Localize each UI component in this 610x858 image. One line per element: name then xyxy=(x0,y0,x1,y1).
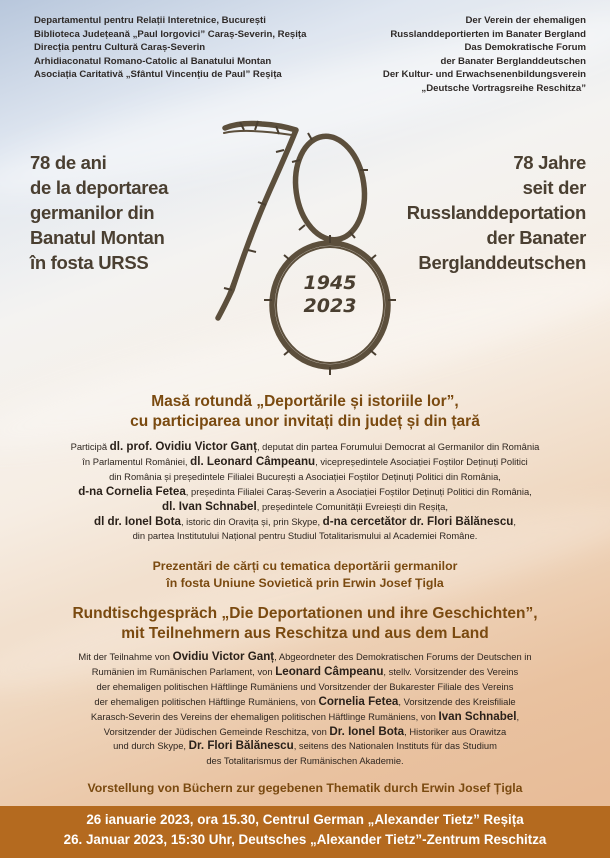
ro-books-line-2: în fosta Uniune Sovietică prin Erwin Josef Țigla xyxy=(166,575,444,590)
organizer-line: Departamentul pentru Relații Interetnice, București xyxy=(34,15,266,26)
headline-line: seit der xyxy=(522,177,586,198)
participant-line: Vorsitzender der Jüdischen Gemeinde Reschitza, von Dr. Ionel Bota, Historiker aus Orawitza xyxy=(103,724,507,738)
ro-title-line-1: Masă rotundă „Deportările și istoriile lor”, xyxy=(151,393,459,410)
ro-participants xyxy=(14,440,596,544)
participant-line: din partea Institutului Național pentru Studiul Totalitarismului al Academiei Române. xyxy=(132,530,478,542)
participant-line: Participă dl. prof. Ovidiu Victor Ganț, deputat din partea Forumului Democrat al Germanilor din România xyxy=(70,440,540,453)
years-label xyxy=(282,272,378,318)
de-title-line-2: mit Teilnehmern aus Reschitza und aus dem Land xyxy=(121,625,489,642)
organizer-line: Direcția pentru Cultură Caraș-Severin xyxy=(34,42,206,53)
ro-title-line-2: cu participarea unor invitați din județ și din țară xyxy=(130,413,480,430)
headline-romanian xyxy=(30,150,168,275)
de-title xyxy=(0,604,610,644)
de-participants xyxy=(14,650,596,769)
headline-line: 78 de ani xyxy=(30,152,107,173)
headline-line: germanilor din xyxy=(30,202,155,223)
headline-line: de la deportarea xyxy=(30,177,169,198)
ro-title xyxy=(0,392,610,432)
event-date-de: 26. Januar 2023, 15:30 Uhr, Deutsches „Alexander Tietz”-Zentrum Reschitza xyxy=(63,832,547,847)
year-end: 2023 xyxy=(303,295,357,317)
organizer-line: „Deutsche Vortragsreihe Reschitza” xyxy=(421,82,586,94)
headline-german xyxy=(407,150,586,275)
participant-line: der ehemaligen politischen Häftlinge Rumäniens, von Cornelia Fetea, Vorsitzende des Kreisfiliale xyxy=(94,694,516,708)
participant-line: dl dr. Ionel Bota, istoric din Oravița și, prin Skype, d-na cercetător dr. Flori Bălănescu, xyxy=(93,514,516,528)
participant-line: în Parlamentul României, dl. Leonard Câmpeanu, vicepreședintele Asociației Foștilor Deținuți Politici xyxy=(82,454,528,468)
participant-line: der ehemaligen politischen Häftlinge Rumäniens und Vorsitzender der Bukarester Filiale des Vereins xyxy=(96,680,514,692)
headline-line: Berglanddeutschen xyxy=(418,252,586,273)
de-title-line-1: Rundtischgespräch „Die Deportationen und ihre Geschichten”, xyxy=(72,605,538,622)
ro-books-line-1: Prezentări de cărți cu tematica deportării germanilor xyxy=(152,559,458,573)
organizer-line: der Banater Berglanddeutschen xyxy=(440,55,586,67)
year-start: 1945 xyxy=(303,272,357,294)
organizer-line: Das Demokratische Forum xyxy=(464,42,586,53)
organizer-line: Arhidiaconatul Romano-Catolic al Banatului Montan xyxy=(34,55,272,67)
participant-line: Rumänien im Rumänischen Parlament, von Leonard Câmpeanu, stellv. Vorsitzender des Vereins xyxy=(91,664,519,678)
ro-books xyxy=(0,558,610,591)
event-date-ro: 26 ianuarie 2023, ora 15.30, Centrul German „Alexander Tietz” Reșița xyxy=(86,812,524,827)
headline-line: Russlanddeportation xyxy=(406,202,586,223)
participant-line: Mit der Teilnahme von Ovidiu Victor Ganț, Abgeordneter des Demokratischen Forums der Deutschen in xyxy=(78,650,532,663)
organizer-line: Russlanddeportierten im Banater Bergland xyxy=(390,28,586,40)
participant-line: din România și președintele Filialei București a Asociației Foștilor Deținuți Politici din România, xyxy=(109,470,501,482)
headline-line: der Banater xyxy=(486,227,586,248)
headline-line: 78 Jahre xyxy=(513,152,586,173)
participant-line: d-na Cornelia Fetea, președinta Filialei Caraș-Severin a Asociației Foștilor Deținuți Politici din România, xyxy=(78,484,532,498)
participant-line: Karasch-Severin des Vereins der ehemaligen politischen Häftlinge Rumäniens, von Ivan Schnabel, xyxy=(90,709,520,723)
organizer-line: Asociația Caritativă „Sfântul Vincențiu de Paul” Reșița xyxy=(34,69,282,80)
organizer-line: Biblioteca Județeană „Paul Iorgovici” Caraș-Severin, Reșița xyxy=(34,28,307,40)
event-footer xyxy=(0,806,610,858)
headline-line: în fosta URSS xyxy=(30,252,149,273)
organizer-line: Der Kultur- und Erwachsenenbildungsverein xyxy=(382,69,586,80)
participant-line: dl. Ivan Schnabel, președintele Comunității Evreiești din Reșița, xyxy=(162,499,448,513)
headline-line: Banatul Montan xyxy=(30,227,165,248)
participant-line: und durch Skype, Dr. Flori Bălănescu, seitens des Nationalen Instituts für das Studium xyxy=(113,739,497,753)
organizer-line: Der Verein der ehemaligen xyxy=(465,15,586,26)
de-books: Vorstellung von Büchern zur gegebenen Thematik durch Erwin Josef Țigla xyxy=(87,781,523,795)
participant-line: des Totalitarismus der Rumänischen Akademie. xyxy=(206,755,404,767)
